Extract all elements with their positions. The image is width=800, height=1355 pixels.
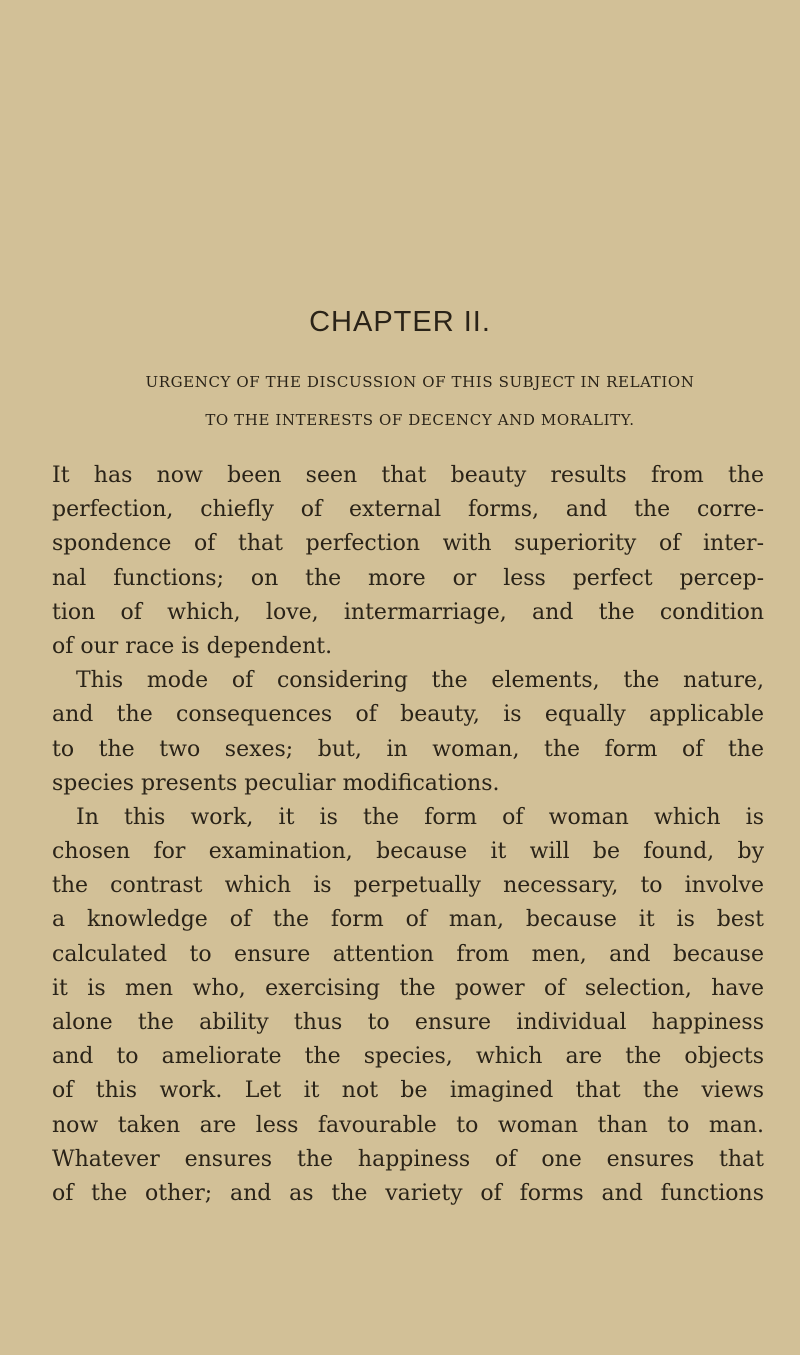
chapter-subtitle-line-1: URGENCY OF THE DISCUSSION OF THIS SUBJECT IN RELATION	[145, 373, 695, 391]
text-line: Whatever ensures the happiness of one ensures that	[52, 1146, 764, 1172]
text-line: This mode of considering the elements, the nature,	[76, 668, 764, 694]
text-line: chosen for examination, because it will be found, by	[52, 839, 764, 865]
text-line: and the consequences of beauty, is equally applicable	[52, 702, 764, 728]
text-line: a knowledge of the form of man, because it is best	[52, 907, 764, 933]
text-line: In this work, it is the form of woman which is	[76, 804, 764, 830]
chapter-subtitle-line-2: TO THE INTERESTS OF DECENCY AND MORALITY.	[205, 411, 635, 429]
text-line: It has now been seen that beauty results from the	[52, 463, 764, 488]
text-line: tion of which, love, intermarriage, and the condition	[52, 599, 764, 625]
text-line: the contrast which is perpetually necessary, to involve	[52, 873, 764, 899]
text-line: of the other; and as the variety of forms and functions	[52, 1180, 764, 1206]
text-line: to the two sexes; but, in woman, the form of the	[52, 736, 764, 762]
text-line: and to ameliorate the species, which are the objects	[52, 1044, 764, 1070]
text-line: calculated to ensure attention from men, and because	[52, 941, 764, 967]
text-line: of our race is dependent.	[52, 633, 333, 659]
text-line: of this work. Let it not be imagined that the views	[52, 1078, 764, 1104]
chapter-title: CHAPTER II.	[309, 306, 491, 338]
text-line: spondence of that perfection with superiority of inter-	[52, 531, 764, 557]
text-line: species presents peculiar modifications.	[52, 770, 500, 796]
text-line: it is men who, exercising the power of selection, have	[52, 975, 764, 1001]
text-line: alone the ability thus to ensure individual happiness	[52, 1010, 764, 1035]
body-text	[52, 459, 764, 1211]
text-line: now taken are less favourable to woman than to man.	[52, 1112, 764, 1138]
text-line: nal functions; on the more or less perfect percep-	[52, 565, 764, 591]
text-line: perfection, chiefly of external forms, and the corre-	[52, 497, 764, 523]
